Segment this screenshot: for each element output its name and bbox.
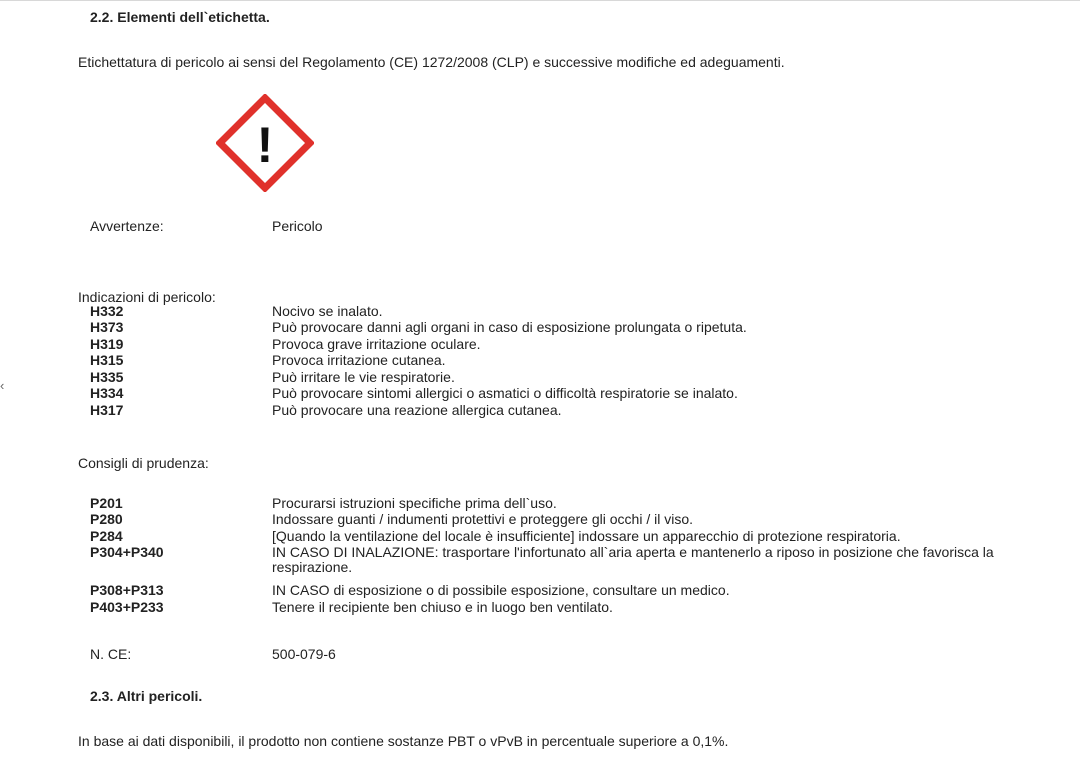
hazard-text: Può provocare una reazione allergica cutanea.	[272, 402, 562, 418]
section-2-3-heading: 2.3. Altri pericoli.	[90, 688, 203, 704]
precaution-code: P284	[90, 528, 123, 544]
section-2-3-text: In base ai dati disponibili, il prodotto non contiene sostanze PBT o vPvB in percentuale superiore a 0,1%.	[78, 733, 729, 749]
hazard-text: Può provocare danni agli organi in caso di esposizione prolungata o ripetuta.	[272, 319, 747, 335]
hazard-code: H335	[90, 369, 124, 385]
top-divider	[0, 0, 1080, 1]
precaution-text: Indossare guanti / indumenti protettivi e proteggere gli occhi / il viso.	[272, 511, 694, 527]
precaution-text: IN CASO DI INALAZIONE: trasportare l'infortunato all`aria aperta e mantenerlo a riposo in posizione che favorisca la respirazione.	[272, 544, 994, 575]
precaution-text: [Quando la ventilazione del locale è insufficiente] indossare un apparecchio di protezione respiratoria.	[272, 528, 901, 544]
signal-word-value: Pericolo	[272, 218, 323, 234]
hazard-text: Nocivo se inalato.	[272, 303, 383, 319]
ce-number-label: N. CE:	[90, 646, 132, 662]
hazard-statements-title: Indicazioni di pericolo:	[78, 289, 216, 305]
precaution-code: P403+P233	[90, 599, 164, 615]
precaution-code: P201	[90, 495, 123, 511]
hazard-text: Provoca irritazione cutanea.	[272, 352, 446, 368]
precaution-text: Tenere il recipiente ben chiuso e in luogo ben ventilato.	[272, 599, 613, 615]
hazard-text: Può irritare le vie respiratorie.	[272, 369, 455, 385]
hazard-code: H317	[90, 402, 124, 418]
hazard-code: H315	[90, 352, 124, 368]
precautionary-statements-title: Consigli di prudenza:	[78, 455, 209, 471]
section-2-2-intro: Etichettatura di pericolo ai sensi del Regolamento (CE) 1272/2008 (CLP) e successive modifiche ed adeguamenti.	[78, 54, 785, 70]
hazard-text: Provoca grave irritazione oculare.	[272, 336, 481, 352]
precaution-code: P308+P313	[90, 582, 164, 598]
signal-word-label: Avvertenze:	[90, 218, 164, 234]
precaution-text: IN CASO di esposizione o di possibile esposizione, consultare un medico.	[272, 582, 730, 598]
precaution-code: P304+P340	[90, 544, 164, 560]
hazard-code: H319	[90, 336, 124, 352]
precaution-text: Procurarsi istruzioni specifiche prima dell`uso.	[272, 495, 557, 511]
ce-number-value: 500-079-6	[272, 646, 336, 662]
hazard-code: H334	[90, 385, 124, 401]
section-2-2-heading: 2.2. Elementi dell`etichetta.	[90, 9, 270, 25]
hazard-code: H332	[90, 303, 124, 319]
exclamation-mark-hazard-icon	[216, 94, 314, 192]
hazard-code: H373	[90, 319, 124, 335]
precaution-code: P280	[90, 511, 123, 527]
scroll-left-icon[interactable]: ‹	[0, 378, 5, 393]
pictogram-symbol: !	[256, 117, 274, 173]
hazard-text: Può provocare sintomi allergici o asmatici o difficoltà respiratorie se inalato.	[272, 385, 738, 401]
